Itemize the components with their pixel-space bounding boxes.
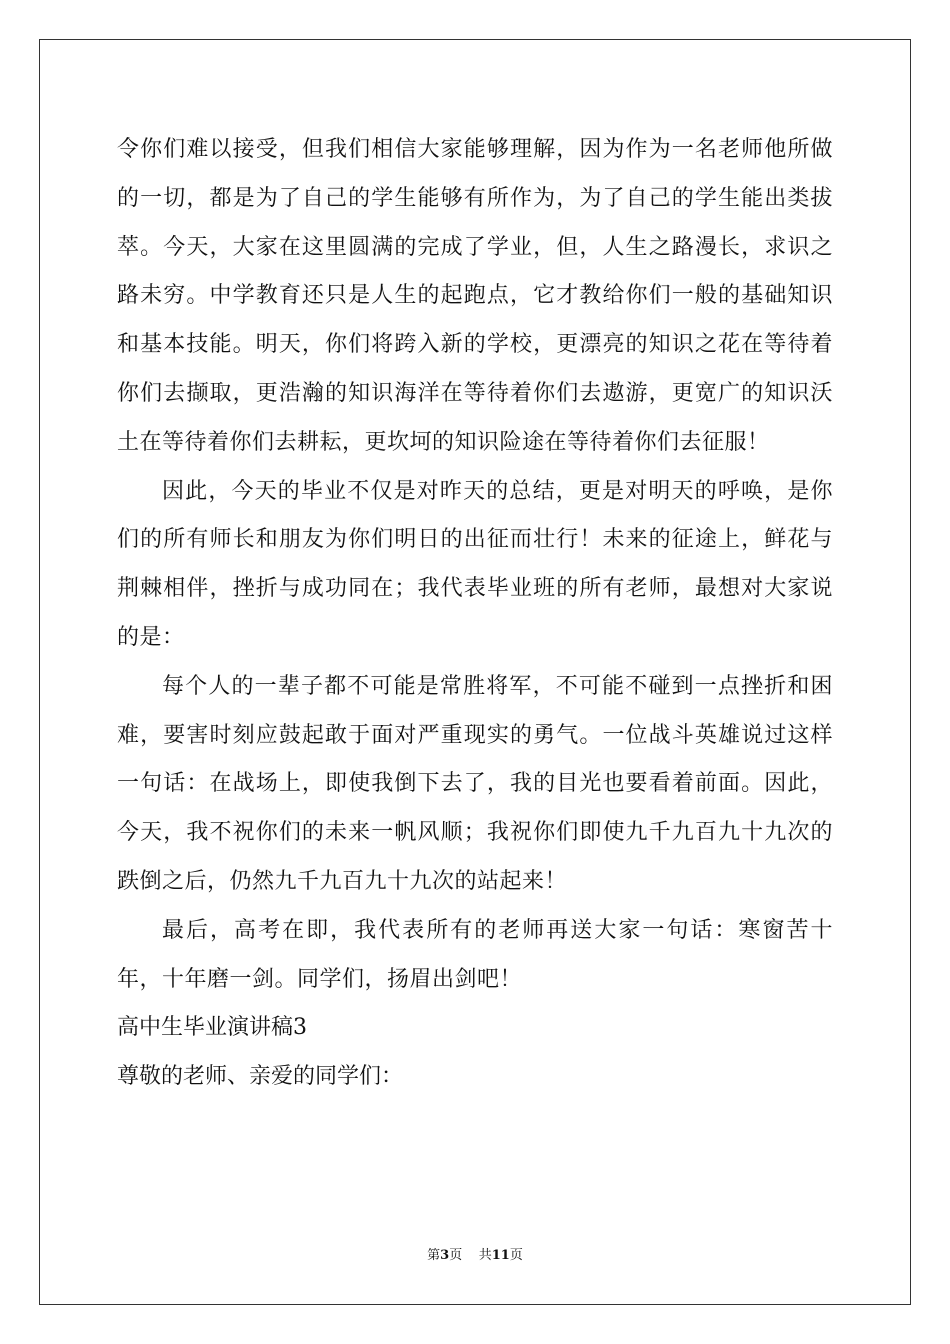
section-heading: 高中生毕业演讲稿3 <box>117 1015 307 1041</box>
salutation: 尊敬的老师、亲爱的同学们： <box>117 1064 404 1090</box>
paragraph-courage: 每个人的一辈子都不可能是常胜将军，不可能不碰到一点挫折和困难，要害时刻应鼓起敢于面对严重现实的勇气。一位战斗英雄说过这样一句话：在战场上，即使我倒下去了，我的目光也要看着前面。因此，今天，我不祝你们的未来一帆风顺；我祝你们即使九千九百九十九次的跌倒之后，仍然九千九百九十九次的站起来！ <box>117 673 833 894</box>
page-prefix: 第 <box>427 1248 441 1263</box>
document-body <box>117 126 833 1102</box>
page-suffix: 页 <box>449 1248 463 1263</box>
total-prefix: 共 <box>478 1248 492 1263</box>
total-suffix: 页 <box>509 1248 523 1263</box>
paragraph-graduation: 因此，今天的毕业不仅是对昨天的总结，更是对明天的呼唤，是你们的所有师长和朋友为你们明日的出征而壮行！未来的征途上，鲜花与荆棘相伴，挫折与成功同在；我代表毕业班的所有老师，最想对大家说的是： <box>117 478 833 650</box>
total-pages: 11 <box>491 1248 510 1263</box>
page-footer <box>0 1246 950 1266</box>
paragraph-closing: 最后，高考在即，我代表所有的老师再送大家一句话：寒窗苦十年，十年磨一剑。同学们，扬眉出剑吧！ <box>117 917 833 992</box>
page-number: 3 <box>440 1248 450 1263</box>
paragraph-continuation: 令你们难以接受，但我们相信大家能够理解，因为作为一名老师他所做的一切，都是为了自己的学生能够有所作为，为了自己的学生能出类拔萃。今天，大家在这里圆满的完成了学业，但，人生之路漫长，求识之路未穷。中学教育还只是人生的起跑点，它才教给你们一般的基础知识和基本技能。明天，你们将跨入新的学校，更漂亮的知识之花在等待着你们去撷取，更浩瀚的知识海洋在等待着你们去遨游，更宽广的知识沃土在等待着你们去耕耘，更坎坷的知识险途在等待着你们去征服！ <box>117 137 833 455</box>
